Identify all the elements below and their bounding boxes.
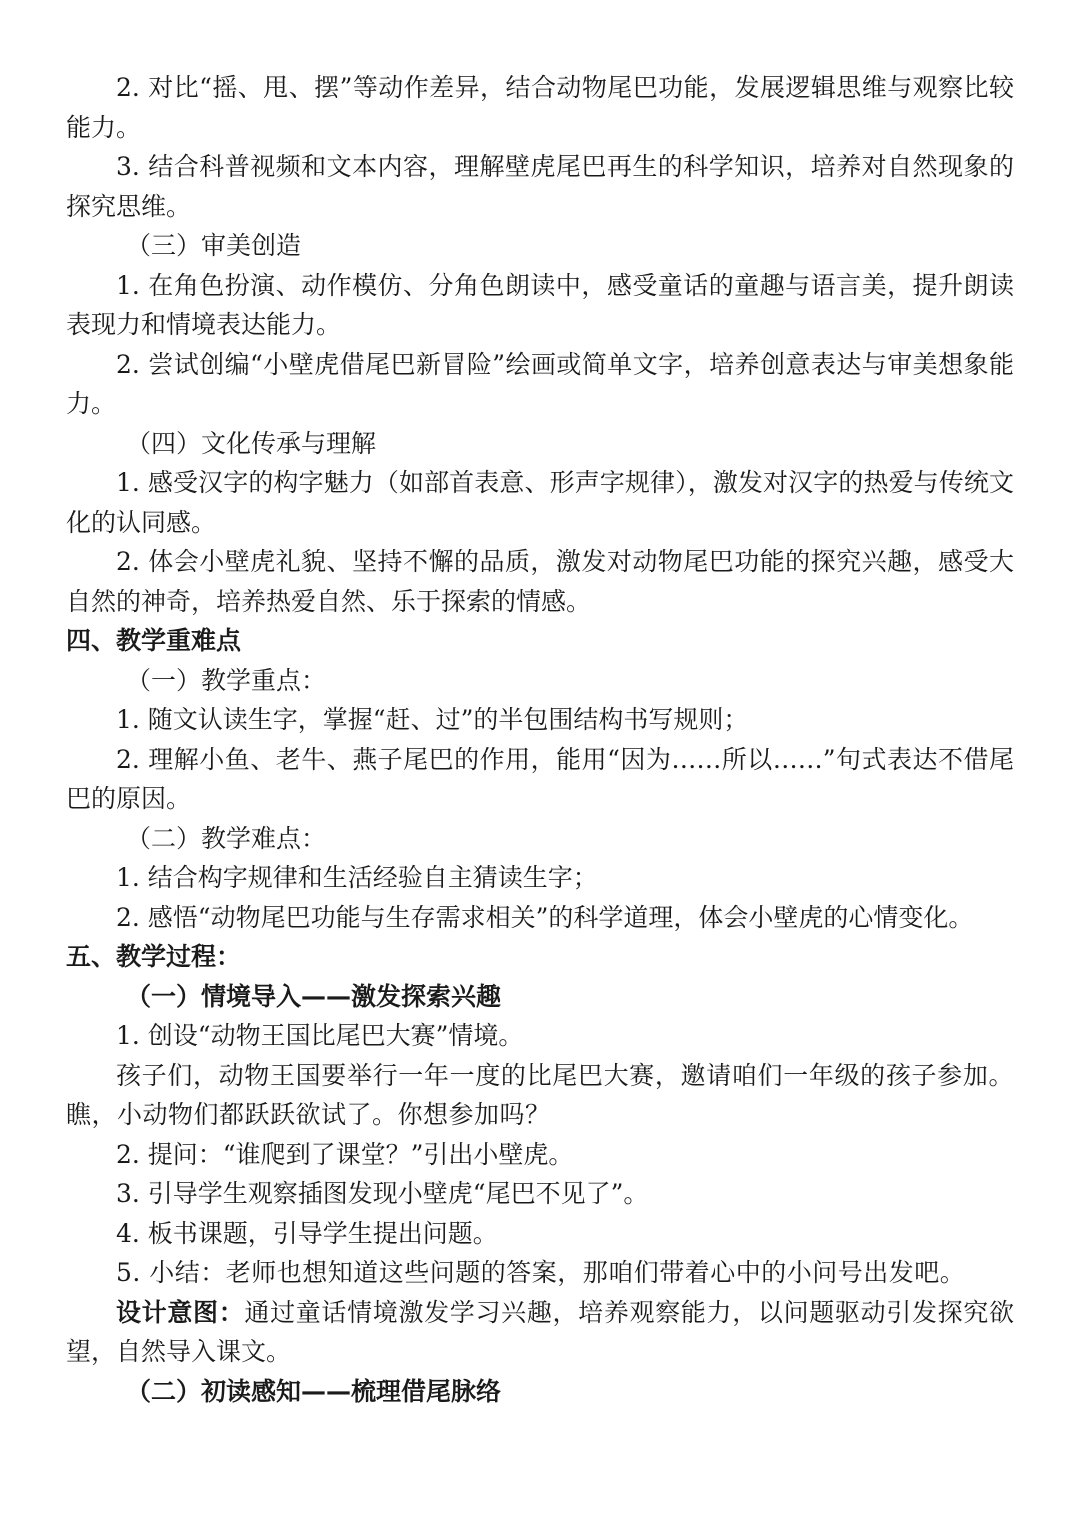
process-step-1-item-1: 1. 创设“动物王国比尾巴大赛”情境。 <box>116 1021 524 1050</box>
section-aesthetic-heading: （三）审美创造 <box>126 231 302 260</box>
document-page <box>66 68 1014 1411</box>
heading-key-difficult-points: 四、教学重难点 <box>66 626 242 655</box>
design-intent-text: 通过童话情境激发学习兴趣，培养观察能力，以问题驱动引发探究欲望，自然导入课文。 <box>66 1297 1014 1366</box>
aesthetic-item-2: 2. 尝试创编“小壁虎借尾巴新冒险”绘画或简单文字，培养创意表达与审美想象能力。 <box>66 349 1014 418</box>
key-point-2: 2. 理解小鱼、老牛、燕子尾巴的作用，能用“因为……所以……”句式表达不借尾巴的原因。 <box>66 744 1014 813</box>
heading-teaching-process: 五、教学过程： <box>66 942 242 971</box>
key-point-1: 1. 随文认读生字，掌握“赶、过”的半包围结构书写规则； <box>116 705 749 734</box>
difficult-point-1: 1. 结合构字规律和生活经验自主猜读生字； <box>116 863 598 892</box>
process-step-1-summary: 5. 小结：老师也想知道这些问题的答案，那咱们带着心中的小问号出发吧。 <box>116 1258 966 1287</box>
design-intent-label: 设计意图： <box>116 1297 245 1327</box>
key-points-heading: （一）教学重点： <box>126 665 327 695</box>
objective-3-science: 3. 结合科普视频和文本内容，理解壁虎尾巴再生的科学知识，培养对自然现象的探究思维。 <box>66 152 1014 221</box>
culture-item-2: 2. 体会小壁虎礼貌、坚持不懈的品质，激发对动物尾巴功能的探究兴趣，感受大自然的神奇，培养热爱自然、乐于探索的情感。 <box>66 547 1014 616</box>
section-culture-heading: （四）文化传承与理解 <box>126 428 377 458</box>
difficult-points-heading: （二）教学难点： <box>126 823 327 853</box>
objective-2-logic: 2. 对比“摇、甩、摆”等动作差异，结合动物尾巴功能，发展逻辑思维与观察比较能力。 <box>66 73 1014 142</box>
process-step-1-item-2: 2. 提问：“谁爬到了课堂？”引出小壁虎。 <box>116 1139 574 1169</box>
aesthetic-item-1: 1. 在角色扮演、动作模仿、分角色朗读中，感受童话的童趣与语言美，提升朗读表现力和情境表达能力。 <box>66 270 1014 339</box>
process-step-1-item-3: 3. 引导学生观察插图发现小壁虎“尾巴不见了”。 <box>116 1179 649 1208</box>
difficult-point-2: 2. 感悟“动物尾巴功能与生存需求相关”的科学道理，体会小壁虎的心情变化。 <box>116 902 974 932</box>
teacher-script: 孩子们，动物王国要举行一年一度的比尾巴大赛，邀请咱们一年级的孩子参加。瞧，小动物们都跃跃欲试了。你想参加吗？ <box>66 1060 1014 1129</box>
process-step-1-item-4: 4. 板书课题，引导学生提出问题。 <box>116 1218 498 1248</box>
process-step-1-heading: （一）情境导入——激发探索兴趣 <box>126 981 502 1011</box>
culture-item-1: 1. 感受汉字的构字魅力（如部首表意、形声字规律），激发对汉字的热爱与传统文化的认同感。 <box>66 468 1014 537</box>
process-step-2-heading: （二）初读感知——梳理借尾脉络 <box>126 1376 502 1406</box>
design-intent <box>66 1293 1014 1372</box>
